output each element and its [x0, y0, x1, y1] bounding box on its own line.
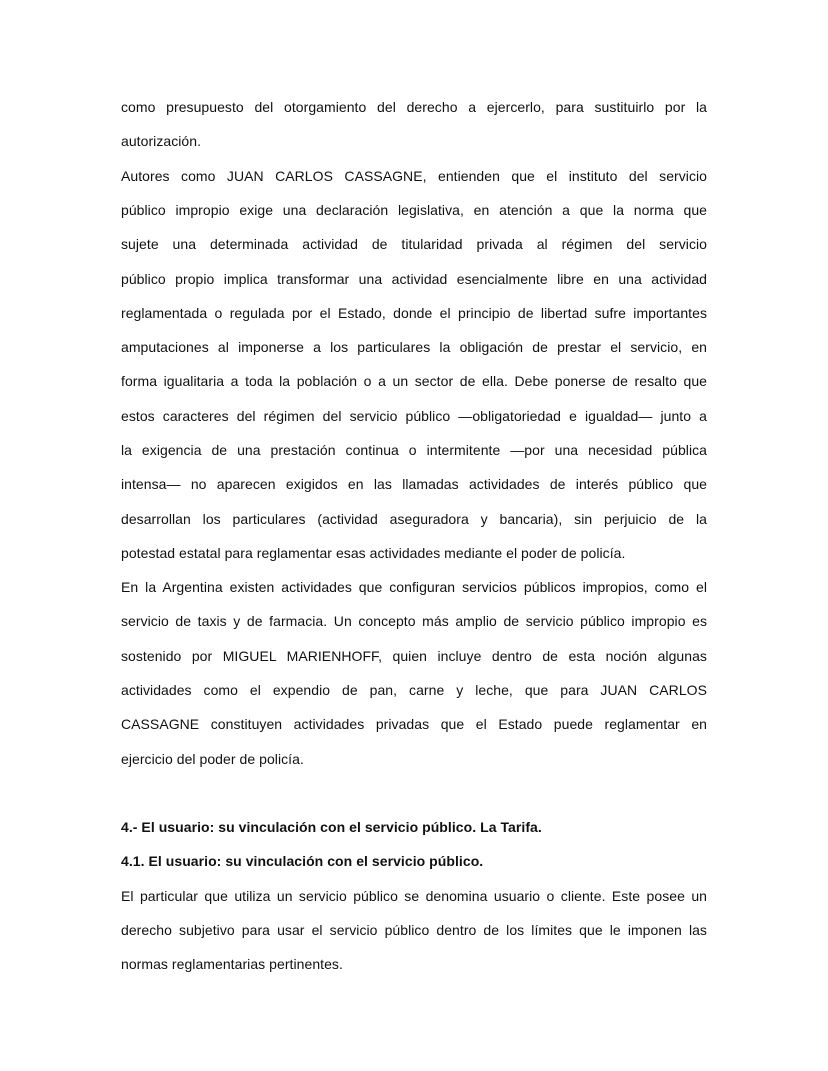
paragraph-line: la exigencia de una prestación continua o intermitente —por una necesidad pública	[121, 442, 707, 458]
paragraph-line: En la Argentina existen actividades que configuran servicios públicos impropios, como el	[121, 579, 707, 595]
paragraph-line: derecho subjetivo para usar el servicio público dentro de los límites que le imponen las	[121, 922, 707, 938]
paragraph-line: Autores como JUAN CARLOS CASSAGNE, entienden que el instituto del servicio	[121, 168, 707, 184]
paragraph-line: sostenido por MIGUEL MARIENHOFF, quien incluye dentro de esta noción algunas	[121, 648, 707, 664]
paragraph-line: actividades como el expendio de pan, carne y leche, que para JUAN CARLOS	[121, 682, 707, 698]
subsection-heading: 4.1. El usuario: su vinculación con el servicio público.	[121, 853, 484, 869]
paragraph-line: desarrollan los particulares (actividad aseguradora y bancaria), sin perjuicio de la	[121, 511, 707, 527]
paragraph-line: CASSAGNE constituyen actividades privadas que el Estado puede reglamentar en	[121, 716, 707, 732]
paragraph-line: forma igualitaria a toda la población o a un sector de ella. Debe ponerse de resalto que	[121, 373, 707, 389]
paragraph-line: intensa— no aparecen exigidos en las llamadas actividades de interés público que	[121, 476, 707, 492]
section-heading: 4.- El usuario: su vinculación con el servicio público. La Tarifa.	[121, 819, 542, 835]
paragraph-line: ejercicio del poder de policía.	[121, 751, 304, 767]
paragraph-line: sujete una determinada actividad de titularidad privada al régimen del servicio	[121, 236, 707, 252]
paragraph-line: público propio implica transformar una actividad esencialmente libre en una actividad	[121, 271, 707, 287]
paragraph-line: normas reglamentarias pertinentes.	[121, 956, 343, 972]
paragraph-line: El particular que utiliza un servicio público se denomina usuario o cliente. Este posee un	[121, 888, 707, 904]
paragraph-line: reglamentada o regulada por el Estado, donde el principio de libertad sufre importantes	[121, 305, 707, 321]
paragraph-line: público impropio exige una declaración legislativa, en atención a que la norma que	[121, 202, 707, 218]
paragraph-line: como presupuesto del otorgamiento del derecho a ejercerlo, para sustituirlo por la	[121, 99, 707, 115]
paragraph-line: potestad estatal para reglamentar esas actividades mediante el poder de policía.	[121, 545, 626, 561]
paragraph-line: amputaciones al imponerse a los particulares la obligación de prestar el servicio, en	[121, 339, 707, 355]
paragraph-line: autorización.	[121, 133, 202, 149]
paragraph-line: servicio de taxis y de farmacia. Un concepto más amplio de servicio público impropio es	[121, 613, 707, 629]
paragraph-line: estos caracteres del régimen del servicio público —obligatoriedad e igualdad— junto a	[121, 408, 707, 424]
